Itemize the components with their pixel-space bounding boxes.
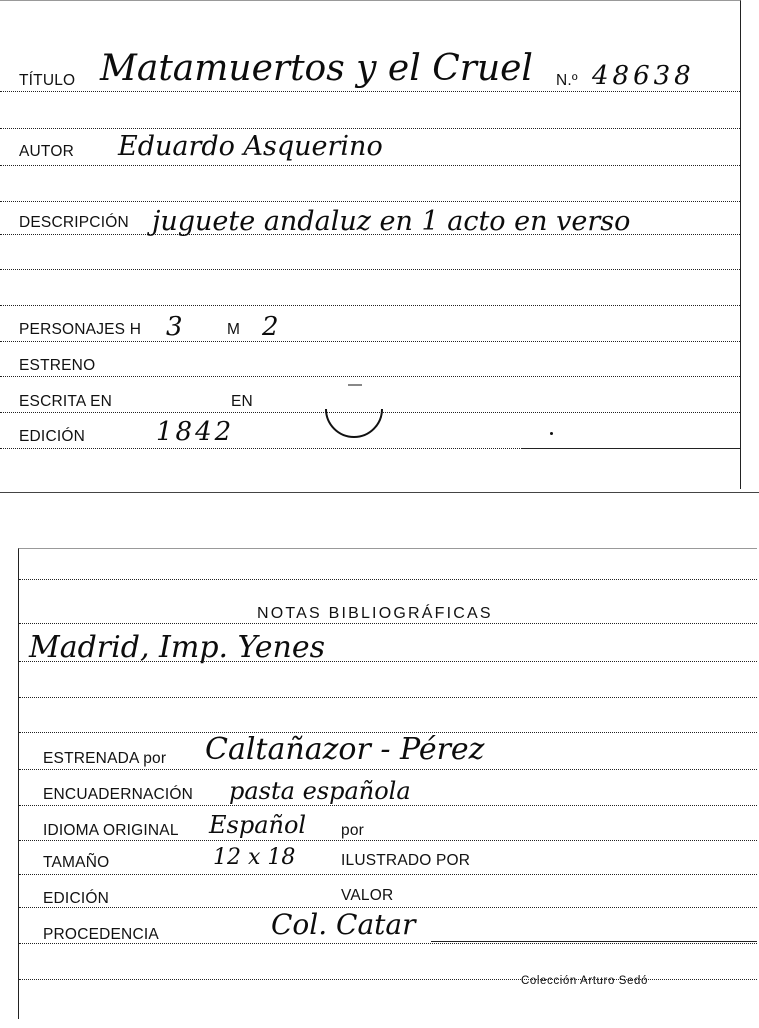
numero-label: N.º [556,72,578,89]
procedencia-value: Col. Catar [271,908,416,941]
escrita-label: ESCRITA EN [19,393,113,410]
ilustrado-label: ILUSTRADO POR [341,852,471,869]
rule-line [19,769,757,770]
rule-line [19,805,757,806]
valor-label: VALOR [341,887,394,904]
autor-label: AUTOR [19,143,74,160]
personajes-m-label: M [227,321,241,338]
collection-footer: Colección Arturo Sedó [521,975,649,987]
personajes-h-value: 3 [166,312,183,342]
tamano-value: 12 x 18 [213,845,296,870]
procedencia-label: PROCEDENCIA [43,926,159,943]
estrenada-value: Caltañazor - Pérez [205,732,485,767]
rule-line [0,305,740,306]
titulo-label: TÍTULO [19,72,76,89]
rule-line [0,165,740,166]
notes-value: Madrid, Imp. Yenes [29,630,326,665]
notas-heading: NOTAS BIBLIOGRÁFICAS [257,605,493,622]
personajes-label: PERSONAJES H [19,321,142,338]
numero-value: 48638 [592,61,695,91]
idioma-por-label: por [341,822,365,839]
ink-dot [550,432,553,435]
edicion-back-label: EDICIÓN [43,890,109,907]
titulo-value: Matamuertos y el Cruel [100,48,533,89]
rule-line [19,579,757,580]
descripcion-label: DESCRIPCIÓN [19,214,129,231]
tamano-label: TAMAÑO [43,854,110,871]
rule-line [19,840,757,841]
descripcion-value: juguete andaluz en 1 acto en verso [152,206,631,237]
rule-line [0,201,740,202]
rule-line [522,448,740,449]
autor-value: Eduardo Asquerino [118,131,383,162]
catalog-card-back [18,548,757,1019]
catalog-card-front [0,0,741,489]
rule-line [0,269,740,270]
rule-line [0,341,740,342]
edicion-label: EDICIÓN [19,428,85,445]
rule-line [0,376,740,377]
punch-hole-mark [318,379,390,451]
encuadernacion-value: pasta española [229,777,411,805]
rule-line [431,941,757,942]
escrita-en-label: EN [231,393,253,410]
rule-line [19,697,757,698]
encuadernacion-label: ENCUADERNACIÓN [43,786,194,803]
rule-line [0,128,740,129]
rule-line [19,874,757,875]
personajes-m-value: 2 [262,312,279,342]
rule-line [0,91,740,92]
estreno-label: ESTRENO [19,357,96,374]
idioma-value: Español [209,811,307,839]
idioma-label: IDIOMA ORIGINAL [43,822,179,839]
estrenada-label: ESTRENADA por [43,750,167,767]
rule-line [19,943,757,944]
edicion-value: 1842 [156,417,235,447]
page-separator [0,492,759,493]
rule-line [19,623,757,624]
